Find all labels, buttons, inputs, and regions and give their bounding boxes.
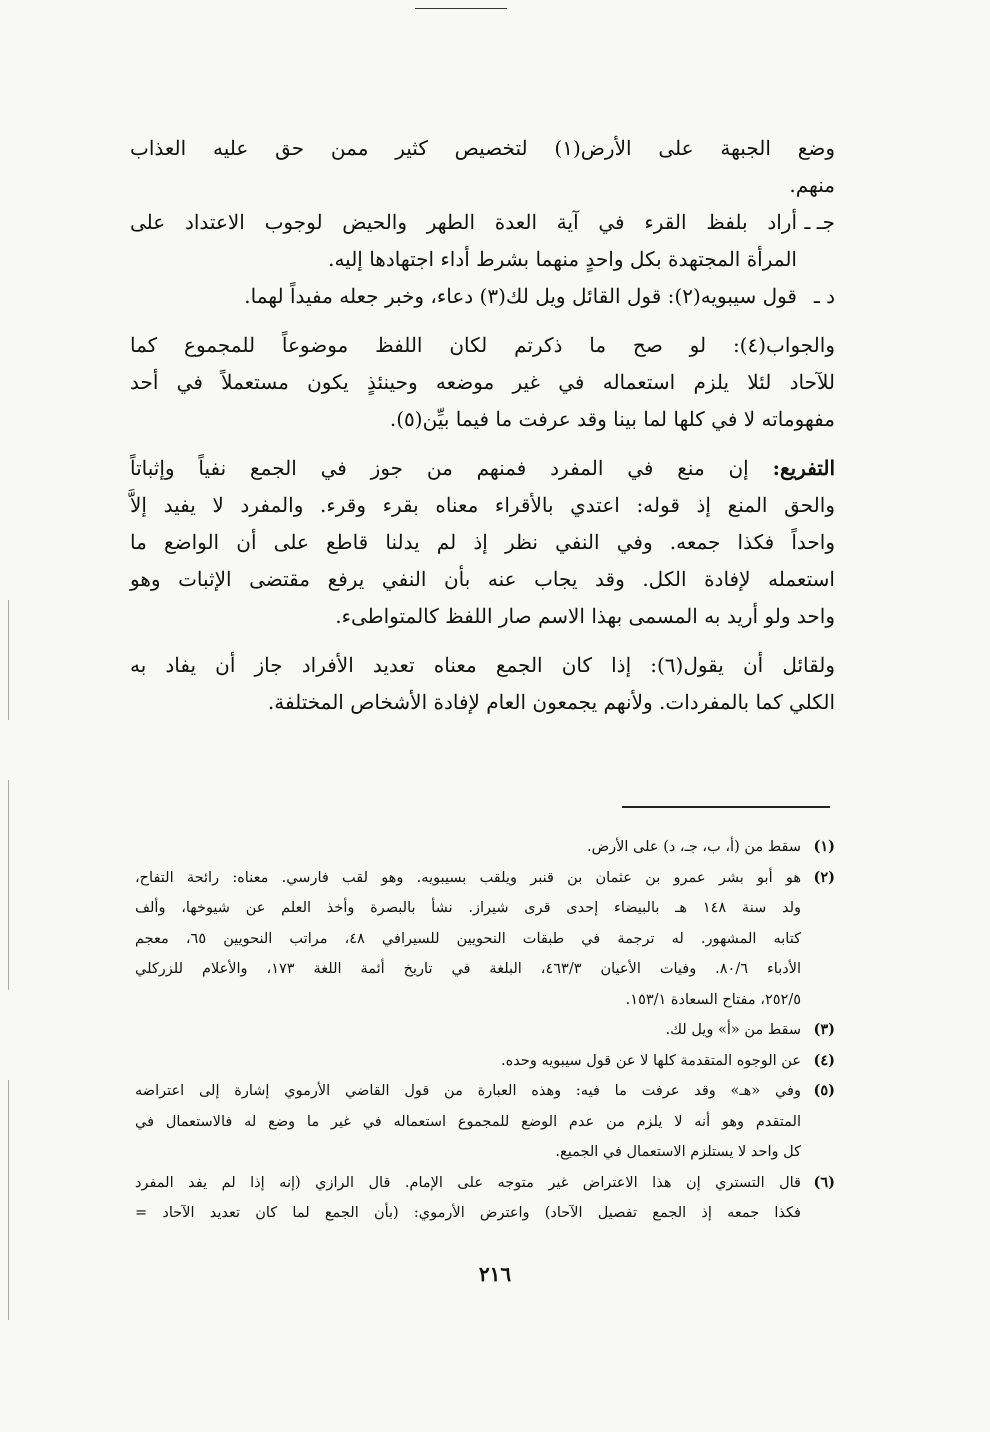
footnote-text: قال التستري إن هذا الاعتراض غير متوجه على الإمام. قال الرازي (إنه إذا لم يفد المفرد xyxy=(135,1174,801,1191)
footnote-text: عن الوجوه المتقدمة كلها لا عن قول سيبويه وحده. xyxy=(501,1052,801,1069)
text-line: واحداً فكذا جمعه. وفي النفي نظر إذ لم يدلنا قاطع على أن الواضع ما xyxy=(130,530,835,554)
footnote-text: كل واحد لا يستلزم الاستعمال في الجميع. xyxy=(555,1144,801,1160)
footnote-6 xyxy=(135,1168,835,1199)
footnote-text: كتابه المشهور. له ترجمة في طبقات النحويين للسيرافي ٤٨، مراتب النحويين ٦٥، معجم xyxy=(135,930,801,947)
text-line: منهم. xyxy=(789,173,835,197)
footnote-number: (٤) xyxy=(813,1051,835,1069)
text-line: قول سيبويه(٢): قول القائل ويل لك(٣) دعاء، وخبر جعله مفيداً لهما. xyxy=(244,284,797,308)
text-line: للآحاد لئلا يلزم استعماله في غير موضعه وحينئذٍ يكون مستعملاً في أحد xyxy=(130,370,835,394)
scan-edge-mark xyxy=(8,780,9,990)
tafri-first-line xyxy=(130,450,835,487)
text-line: مفهوماته لا في كلها لما بينا وقد عرفت ما فيما بيِّن(٥). xyxy=(389,407,835,431)
header-rule xyxy=(415,8,507,9)
footnote-1 xyxy=(135,832,835,863)
footnote-number: (٣) xyxy=(813,1021,835,1038)
footnote-4 xyxy=(135,1046,835,1077)
footnote-text: ٢٥٢/٥، مفتاح السعادة ١٥٣/١. xyxy=(625,991,801,1008)
list-item-d xyxy=(130,278,835,315)
footnote-3 xyxy=(135,1015,835,1046)
footnote-divider xyxy=(622,806,830,808)
footnote-text: الأدباء ٨٠/٦. وفيات الأعيان ٤٦٣/٣، البلغة في تاريخ أئمة اللغة ١٧٣، والأعلام للزركلي xyxy=(135,961,801,977)
footnote-text: سقط من «أ» ويل لك. xyxy=(665,1022,801,1038)
list-item-j xyxy=(130,204,835,241)
section-heading: التفريع: xyxy=(772,456,835,480)
footnote-text: ولد سنة ١٤٨ هـ بالبيضاء إحدى قرى شيراز. نشأ بالبصرة وأخذ العلم عن شيوخها، وألف xyxy=(135,900,801,916)
footnote-text: هو أبو بشر عمرو بن عثمان بن قنبر ويلقب بسيبويه. وهو لقب فارسي. معناه: رائحة التفاح، xyxy=(135,869,801,886)
page-number: ٢١٦ xyxy=(478,1262,512,1286)
main-text xyxy=(130,130,835,721)
footnote-text: المتقدم وهو أنه لا يلزم من عدم الوضع للمجموع استعماله في غير ما وضع له فالاستعمال في xyxy=(135,1113,801,1130)
footnote-number: (٥) xyxy=(813,1082,835,1099)
text-line: الكلي كما بالمفردات. ولأنهم يجمعون العام لإفادة الأشخاص المختلفة. xyxy=(267,690,835,714)
text-line: أراد بلفظ القرء في آية العدة الطهر والحيض لوجوب الاعتداد على xyxy=(130,210,797,234)
footnote-number: (٦) xyxy=(813,1173,835,1191)
footnote-text: وفي «هـ» وقد عرفت ما فيه: وهذه العبارة من قول القاضي الأرموي إشارة إلى اعتراضه xyxy=(135,1083,801,1099)
footnote-number: (١) xyxy=(813,838,835,855)
footnote-number: (٢) xyxy=(813,868,835,886)
footnote-text: فكذا جمعه إذ الجمع تفصيل الآحاد) واعترض الأرموي: (بأن الجمع لما كان تعديد الآحاد = xyxy=(135,1205,801,1221)
footnote-2 xyxy=(135,863,835,894)
text-line: والحق المنع إذ قوله: اعتدي بالأقراء معناه بقرء وقرء. والمفرد لا يفيد إلاَّ xyxy=(130,493,835,517)
text-line: واحد ولو أريد به المسمى بهذا الاسم صار اللفظ كالمتواطىء. xyxy=(335,604,835,628)
footnotes xyxy=(135,832,835,1229)
footnote-text: سقط من (أ، ب، جـ، د) على الأرض. xyxy=(587,839,801,855)
text-line: إن منع في المفرد فمنهم من جوز في الجمع نفياً وإثباتاً xyxy=(130,456,749,480)
text-line: استعمله لإفادة الكل. وقد يجاب عنه بأن النفي يرفع مقتضى الإثبات وهو xyxy=(130,567,835,591)
text-line: المرأة المجتهدة بكل واحدٍ منهما بشرط أداء اجتهادها إليه. xyxy=(328,247,797,271)
text-line: وضع الجبهة على الأرض(١) لتخصيص كثير ممن حق عليه العذاب xyxy=(130,136,835,160)
list-marker: جـ ـ xyxy=(804,210,835,234)
text-line: ولقائل أن يقول(٦): إذا كان الجمع معناه تعديد الأفراد جاز أن يفاد به xyxy=(130,653,835,677)
footnote-5 xyxy=(135,1076,835,1107)
text-line: والجواب(٤): لو صح ما ذكرتم لكان اللفظ موضوعاً للمجموع كما xyxy=(130,333,835,357)
list-marker: د ـ xyxy=(813,284,835,308)
scan-edge-mark xyxy=(8,600,9,720)
